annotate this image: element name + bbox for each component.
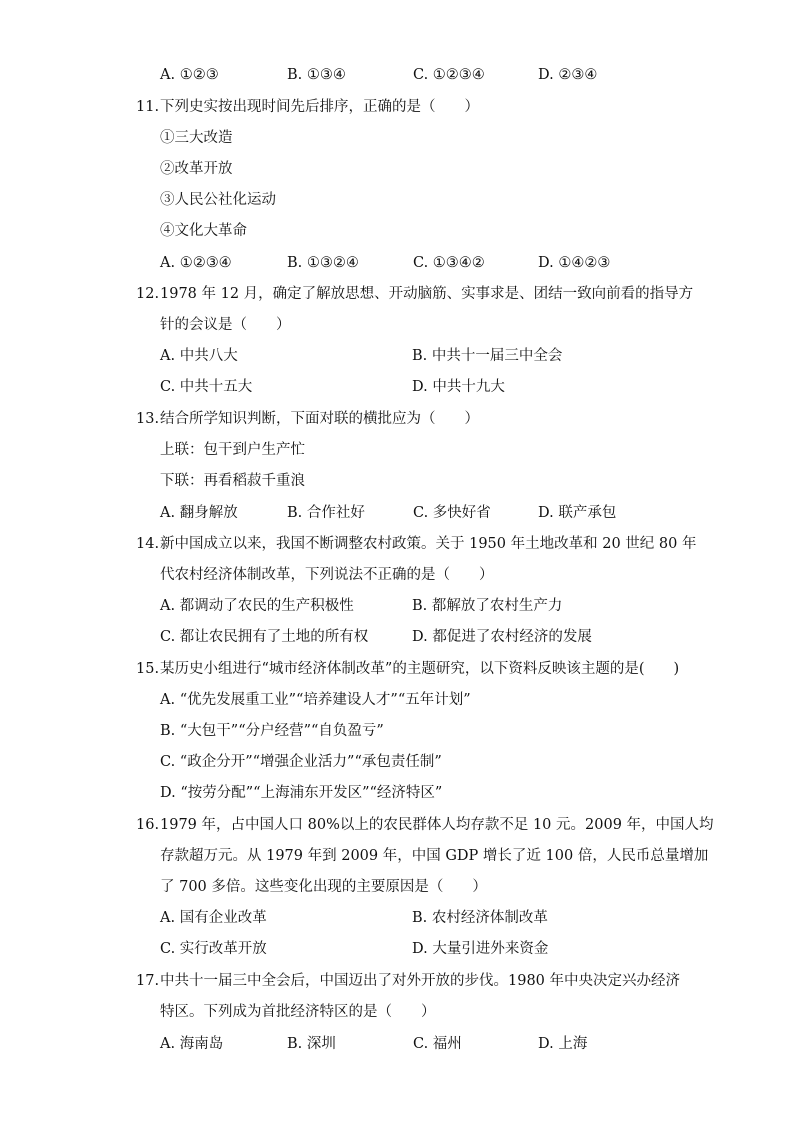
q13-option-c[interactable]: C. 多快好省 xyxy=(413,505,491,521)
q12-stem-line-1: 1978 年 12 月，确定了解放思想、开动脑筋、实事求是、团结一致向前看的指导方 xyxy=(160,286,694,302)
q12-option-a[interactable]: A. 中共八大 xyxy=(160,348,238,364)
q11-item-4: ④文化大革命 xyxy=(160,223,247,239)
q11-option-c[interactable]: C. ①③④② xyxy=(413,255,485,271)
q11-option-b[interactable]: B. ①③②④ xyxy=(287,255,359,271)
q12-option-d[interactable]: D. 中共十九大 xyxy=(412,379,505,395)
q14-option-d[interactable]: D. 都促进了农村经济的发展 xyxy=(412,629,592,645)
q11-stem: 下列史实按出现时间先后排序，正确的是（ ） xyxy=(160,99,479,115)
q13-stem: 结合所学知识判断，下面对联的横批应为（ ） xyxy=(160,411,479,427)
q10-option-a[interactable]: A. ①②③ xyxy=(160,67,219,83)
q17-option-b[interactable]: B. 深圳 xyxy=(287,1036,336,1052)
q13-item-lower: 下联：再看稻菽千重浪 xyxy=(160,473,305,489)
q13-option-a[interactable]: A. 翻身解放 xyxy=(160,505,238,521)
q17-stem-line-2: 特区。下列成为首批经济特区的是（ ） xyxy=(160,1004,436,1020)
q17-option-d[interactable]: D. 上海 xyxy=(538,1036,588,1052)
q11-option-d[interactable]: D. ①④②③ xyxy=(538,255,611,271)
q15-stem: 某历史小组进行“城市经济体制改革”的主题研究，以下资料反映该主题的是( ) xyxy=(160,661,680,677)
q16-option-a[interactable]: A. 国有企业改革 xyxy=(160,910,267,926)
q14-option-b[interactable]: B. 都解放了农村生产力 xyxy=(412,598,563,614)
q14-option-c[interactable]: C. 都让农民拥有了土地的所有权 xyxy=(160,629,369,645)
q12-option-b[interactable]: B. 中共十一届三中全会 xyxy=(412,348,563,364)
q11-option-a[interactable]: A. ①②③④ xyxy=(160,255,232,271)
q13-option-b[interactable]: B. 合作社好 xyxy=(287,505,365,521)
q11-item-3: ③人民公社化运动 xyxy=(160,192,276,208)
q16-stem-line-3: 了 700 多倍。这些变化出现的主要原因是（ ） xyxy=(160,879,487,895)
q13-number: 13. xyxy=(136,411,160,427)
q10-option-b[interactable]: B. ①③④ xyxy=(287,67,346,83)
q17-number: 17. xyxy=(136,973,160,989)
q16-number: 16. xyxy=(136,817,160,833)
q16-option-b[interactable]: B. 农村经济体制改革 xyxy=(412,910,548,926)
q11-number: 11. xyxy=(136,99,160,115)
q16-option-d[interactable]: D. 大量引进外来资金 xyxy=(412,941,549,957)
q12-option-c[interactable]: C. 中共十五大 xyxy=(160,379,253,395)
q14-option-a[interactable]: A. 都调动了农民的生产积极性 xyxy=(160,598,354,614)
q15-option-d[interactable]: D. “按劳分配”“上海浦东开发区”“经济特区” xyxy=(160,785,443,801)
q15-number: 15. xyxy=(136,661,160,677)
q16-stem-line-1: 1979 年，占中国人口 80%以上的农民群体人均存款不足 10 元。2009 年，中国人均 xyxy=(160,817,714,833)
q10-option-c[interactable]: C. ①②③④ xyxy=(413,67,485,83)
q14-stem-line-1: 新中国成立以来，我国不断调整农村政策。关于 1950 年土地改革和 20 世纪 80 年 xyxy=(160,536,697,552)
q15-option-c[interactable]: C. “政企分开”“增强企业活力”“承包责任制” xyxy=(160,754,442,770)
q17-option-a[interactable]: A. 海南岛 xyxy=(160,1036,224,1052)
q12-number: 12. xyxy=(136,286,160,302)
q10-option-d[interactable]: D. ②③④ xyxy=(538,67,598,83)
q11-item-2: ②改革开放 xyxy=(160,161,233,177)
q17-stem-line-1: 中共十一届三中全会后，中国迈出了对外开放的步伐。1980 年中央决定兴办经济 xyxy=(160,973,681,989)
q11-item-1: ①三大改造 xyxy=(160,130,233,146)
q16-stem-line-2: 存款超万元。从 1979 年到 2009 年，中国 GDP 增长了近 100 倍，人民币总量增加 xyxy=(160,848,709,864)
q14-number: 14. xyxy=(136,536,160,552)
q17-option-c[interactable]: C. 福州 xyxy=(413,1036,462,1052)
q13-item-upper: 上联：包干到户生产忙 xyxy=(160,442,305,458)
q16-option-c[interactable]: C. 实行改革开放 xyxy=(160,941,267,957)
q12-stem-line-2: 针的会议是（ ） xyxy=(160,317,291,333)
q15-option-b[interactable]: B. “大包干”“分户经营”“自负盈亏” xyxy=(160,723,384,739)
q13-option-d[interactable]: D. 联产承包 xyxy=(538,505,617,521)
q15-option-a[interactable]: A. “优先发展重工业”“培养建设人才”“五年计划” xyxy=(160,692,471,708)
q14-stem-line-2: 代农村经济体制改革，下列说法不正确的是（ ） xyxy=(160,567,494,583)
